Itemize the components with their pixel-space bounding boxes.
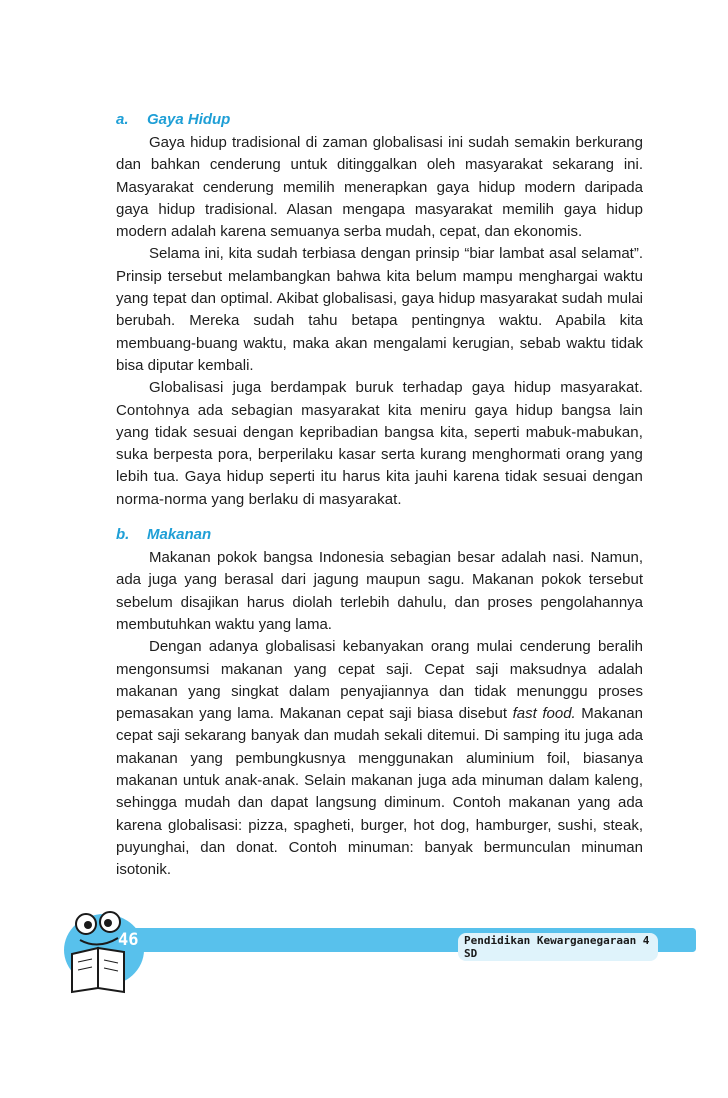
section-a-title: Gaya Hidup — [147, 111, 231, 128]
section-b-paragraph-2 — [116, 636, 643, 881]
book-title: Pendidikan Kewarganegaraan 4 SD — [458, 933, 658, 961]
section-a-paragraph-1: Gaya hidup tradisional di zaman globalisasi ini sudah semakin berkurang dan bahkan cenderung untuk ditinggalkan oleh masyarakat sekarang ini. Masyarakat cenderung memilih menerapkan gaya hidup modern daripada gaya hidup tradisional. Alasan mengapa masyarakat memilih gaya hidup modern adalah karena semuanya serba mudah, cepat, dan ekonomis. — [116, 134, 643, 241]
section-a-heading — [116, 109, 643, 131]
frog-reading-book-icon — [58, 906, 158, 998]
section-a-paragraph-3: Globalisasi juga berdampak buruk terhadap gaya hidup masyarakat. Contohnya ada sebagian masyarakat kita meniru gaya hidup bangsa lain yang tidak sesuai dengan kepribadian bangsa kita, seperti mabuk-mabukan, suka berpesta pora, berperilaku kasar serta kurang menghormati orang yang lebih tua. Gaya hidup seperti itu harus kita jauhi karena tidak sesuai dengan norma-norma yang berlaku di masyarakat. — [116, 379, 643, 508]
section-a-paragraph-2: Selama ini, kita sudah terbiasa dengan prinsip “biar lambat asal selamat”. Prinsip tersebut melambangkan bahwa kita belum mampu menghargai waktu yang tepat dan optimal. Akibat globalisasi, gaya hidup masyarakat sudah mulai berubah. Mereka sudah tahu betapa pentingnya waktu. Apabila kita membuang-buang waktu, maka akan mengalami kerugian, sebab waktu tidak bisa diputar kembali. — [116, 245, 643, 374]
section-b-heading — [116, 524, 643, 546]
section-a-letter: a. — [116, 111, 129, 128]
section-b-paragraph-2-start: Dengan adanya globalisasi kebanyakan orang mulai cenderung beralih mengonsumsi makanan yang cepat saji. Cepat saji maksudnya adalah makanan yang singkat dalam penyajiannya dan tidak menunggu proses pemasakan yang lama. Makanan cepat saji biasa disebut — [116, 638, 643, 723]
section-b-letter: b. — [116, 526, 130, 544]
section-b-paragraph-1: Makanan pokok bangsa Indonesia sebagian besar adalah nasi. Namun, ada juga yang berasal dari jagung maupun sagu. Makanan pokok tersebut sebelum disajikan harus diolah terlebih dahulu, dan proses pengolahannya membutuhkan waktu yang lama. — [116, 549, 643, 633]
fast-food-term: fast food. — [512, 705, 576, 723]
section-b-paragraph-2-end: Makanan cepat saji sekarang banyak dan mudah sekali ditemui. Di samping itu juga ada makanan yang pembungkusnya menggunakan aluminium foil, biasanya makanan untuk anak-anak. Selain makanan juga ada minuman dalam kaleng, sehingga mudah dan dapat langsung diminum. Contoh makanan yang ada karena globalisasi: pizza, spagheti, burger, hot dog, hamburger, sushi, steak, puyunghai, dan donat. Contoh minuman: banyak bermunculan minuman isotonik. — [116, 705, 643, 879]
page-body — [116, 109, 643, 882]
page-footer — [58, 906, 658, 996]
section-b-title: Makanan — [147, 526, 212, 544]
page-number: 46 — [118, 930, 139, 950]
